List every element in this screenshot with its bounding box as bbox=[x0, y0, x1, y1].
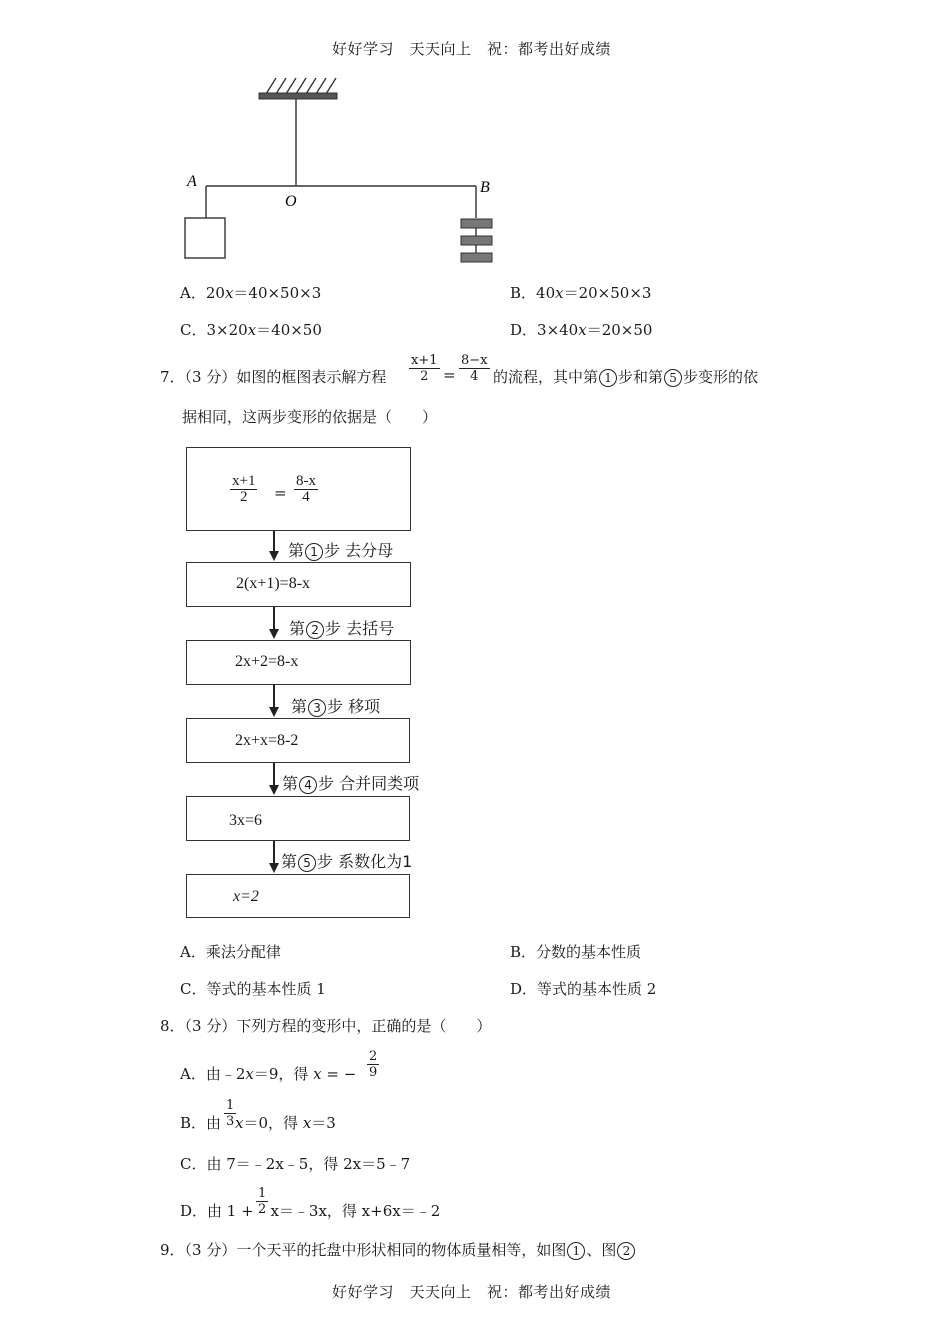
q8-stem: 8．（3 分）下列方程的变形中，正确的是（ ） bbox=[160, 1017, 492, 1035]
flow-box-5 bbox=[186, 796, 410, 841]
flow-step-5-label: 第 5 步 系数化为1 bbox=[281, 852, 413, 871]
flow-step-2-label: 第 2 步 去括号 bbox=[289, 619, 395, 638]
flow-box-4-text: 2x+x=8-2 bbox=[235, 732, 299, 749]
label-b: B bbox=[480, 179, 490, 196]
q7-option-a[interactable]: A．乘法分配律 bbox=[180, 943, 281, 961]
q8-option-a[interactable]: A．由﹣2x＝9，得 x = − bbox=[180, 1065, 357, 1083]
q8-option-b[interactable]: B．由 x＝0，得 x＝3 bbox=[180, 1114, 336, 1132]
q9-stem: 9．（3 分）一个天平的托盘中形状相同的物体质量相等，如图 1 、图 2 bbox=[160, 1239, 636, 1260]
flow-step-1-label: 第 1 步 去分母 bbox=[288, 541, 394, 560]
label-a: A bbox=[187, 173, 197, 190]
q7-option-b[interactable]: B．分数的基本性质 bbox=[510, 943, 642, 961]
flow-step-3-label: 第 3 步 移项 bbox=[291, 697, 381, 716]
page-header: 好好学习 天天向上 祝：都考出好成绩 bbox=[332, 40, 612, 58]
flow-step-4-label: 第 4 步 合并同类项 bbox=[282, 774, 420, 793]
page-footer: 好好学习 天天向上 祝：都考出好成绩 bbox=[332, 1283, 612, 1301]
flow-box-6 bbox=[186, 874, 410, 918]
lever-balance-figure bbox=[170, 70, 510, 270]
flow-box-3 bbox=[186, 640, 411, 685]
q7-equals: = bbox=[443, 366, 456, 384]
flow-box-2-text: 2(x+1)=8-x bbox=[236, 575, 311, 592]
q8-option-c[interactable]: C．由 7＝﹣2x﹣5，得 2x＝5﹣7 bbox=[180, 1155, 411, 1173]
q8-option-d[interactable]: D．由 1 + x＝﹣3x，得 x+6x＝﹣2 bbox=[180, 1202, 441, 1220]
flow-box-1-fraction-left: $\frac{x+1}{2}$ bbox=[232, 473, 256, 505]
flow-box-1-equals: = bbox=[274, 484, 287, 502]
q7-stem-line1-end: 的流程，其中第 1 步和第 5 步变形的依 bbox=[493, 368, 759, 386]
q6-option-d[interactable]: D．3×40x＝20×50 bbox=[510, 321, 653, 339]
label-o: O bbox=[285, 193, 297, 210]
q7-stem-line2: 据相同，这两步变形的依据是（ ） bbox=[182, 408, 438, 426]
q6-option-c[interactable]: C．3×20x＝40×50 bbox=[180, 321, 322, 339]
q7-option-d[interactable]: D．等式的基本性质 2 bbox=[510, 980, 657, 998]
q8-option-a-fraction: $\frac{2}{9}$ bbox=[369, 1049, 378, 1080]
q8-option-b-fraction: $\frac{1}{3}$ bbox=[226, 1098, 235, 1129]
q7-stem-line1: 7．（3 分）如图的框图表示解方程 bbox=[160, 368, 387, 386]
q7-fraction-2: $\frac{8-x}{4}$ bbox=[461, 353, 488, 384]
flow-box-3-text: 2x+2=8-x bbox=[235, 653, 299, 670]
flow-box-5-text: 3x=6 bbox=[229, 812, 263, 829]
flow-box-1-fraction-right: $\frac{8-x}{4}$ bbox=[296, 473, 316, 505]
flow-box-6-text: x=2 bbox=[233, 888, 259, 905]
q8-option-d-fraction: $\frac{1}{2}$ bbox=[258, 1186, 267, 1217]
q7-fraction-1: $\frac{x+1}{2}$ bbox=[411, 353, 438, 384]
q7-option-c[interactable]: C．等式的基本性质 1 bbox=[180, 980, 326, 998]
q6-option-a[interactable]: A．20x＝40×50×3 bbox=[180, 284, 322, 302]
q6-option-b[interactable]: B．40x＝20×50×3 bbox=[510, 284, 652, 302]
